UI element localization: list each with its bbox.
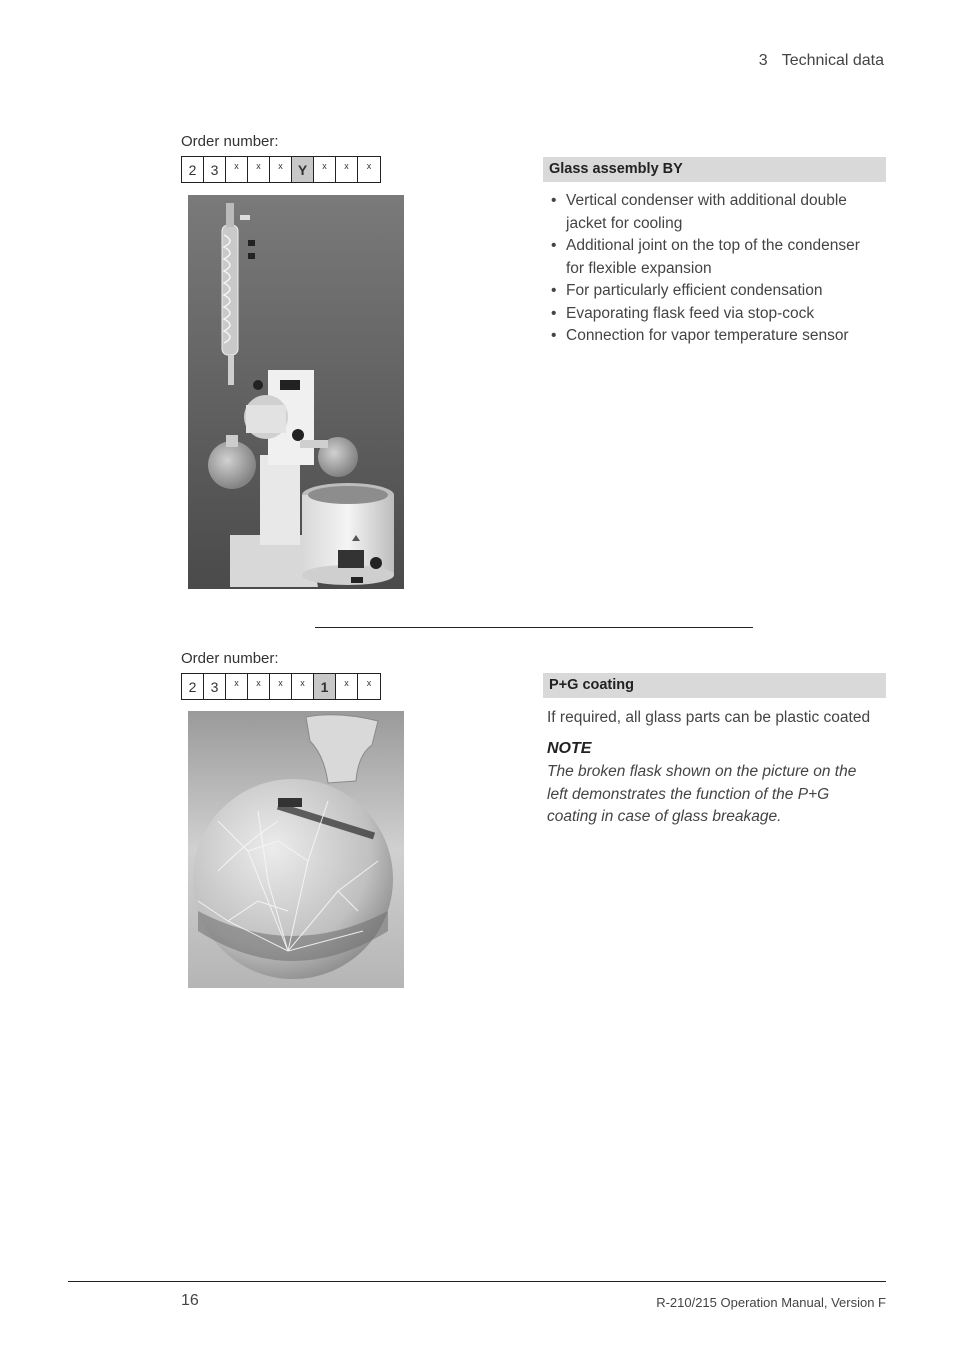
note-heading: NOTE: [547, 740, 592, 757]
running-header: [759, 52, 884, 70]
list-item: • For particularly efficient condensation: [547, 280, 877, 303]
order-digit-highlighted: Y: [292, 157, 314, 182]
order-digit: 3: [204, 674, 226, 699]
feature-list: [547, 190, 877, 348]
section-title-glass-assembly: Glass assembly BY: [543, 157, 886, 182]
order-digit: x: [226, 674, 248, 699]
order-digit-highlighted: 1: [314, 674, 336, 699]
section-divider: [315, 627, 753, 628]
order-digit: x: [336, 157, 358, 182]
order-digit: 3: [204, 157, 226, 182]
coating-description: If required, all glass parts can be plastic coated: [547, 709, 871, 726]
order-number-boxes: [181, 156, 381, 183]
order-digit: x: [336, 674, 358, 699]
order-number-label: Order number:: [181, 650, 279, 667]
chapter-title: Technical data: [781, 52, 884, 69]
order-number-boxes: [181, 673, 381, 700]
document-title: R-210/215 Operation Manual, Version F: [656, 1295, 886, 1310]
order-digit: 2: [182, 157, 204, 182]
order-number-label: Order number:: [181, 133, 279, 150]
section-title-pg-coating: P+G coating: [543, 673, 886, 698]
broken-flask-photo: [188, 711, 404, 988]
list-item: • Evaporating flask feed via stop-cock: [547, 303, 877, 326]
order-digit: x: [270, 674, 292, 699]
list-item: • Vertical condenser with additional double jacket for cooling: [547, 190, 877, 235]
order-digit: x: [314, 157, 336, 182]
page-number: 16: [181, 1292, 199, 1309]
order-digit: x: [248, 674, 270, 699]
order-digit: x: [270, 157, 292, 182]
order-digit: x: [248, 157, 270, 182]
order-digit: x: [292, 674, 314, 699]
order-digit: 2: [182, 674, 204, 699]
rotary-evaporator-photo: [188, 195, 404, 589]
chapter-number: 3: [758, 52, 768, 69]
footer-rule: [68, 1281, 886, 1282]
list-item: • Additional joint on the top of the condenser for flexible expansion: [547, 235, 877, 280]
note-text: The broken flask shown on the picture on the left demonstrates the function of the P+G coating in case of glass breakage.: [547, 763, 857, 825]
list-item: • Connection for vapor temperature sensor: [547, 325, 877, 348]
order-digit: x: [226, 157, 248, 182]
order-digit: x: [366, 161, 372, 171]
order-digit: x: [366, 678, 372, 688]
